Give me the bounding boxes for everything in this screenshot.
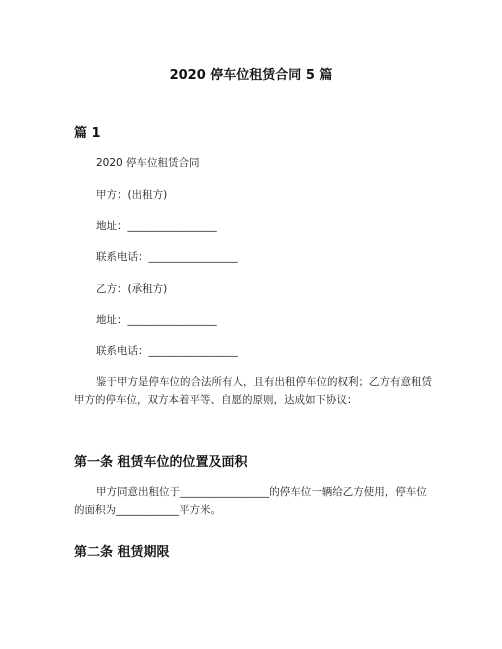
contract-name: 2020 停车位租赁合同 [96,157,200,169]
article-heading: 第一条 租赁车位的位置及面积 [74,455,248,470]
document-title: 2020 停车位租赁合同 5 篇 [169,68,333,83]
party-b-phone: 联系电话：_________________ [96,345,238,357]
party-a-label: 甲方：(出租方) [96,189,168,201]
preamble-paragraph: 鉴于甲方是停车位的合法所有人，且有出租停车位的权利；乙方有意租赁甲方的停车位，双方本着平等、自愿的原则，达成如下协议： [74,376,432,406]
section-heading: 篇 1 [74,126,101,141]
article-paragraph: 甲方同意出租位于_________________的停车位一辆给乙方使用，停车位的面积为____________平方米。 [74,486,427,516]
party-b-address: 地址：_________________ [96,314,217,326]
party-a-phone: 联系电话：_________________ [96,251,238,263]
party-a-address: 地址：_________________ [96,220,217,232]
article-heading: 第二条 租赁期限 [74,545,170,560]
party-b-label: 乙方：(承租方) [96,283,168,295]
